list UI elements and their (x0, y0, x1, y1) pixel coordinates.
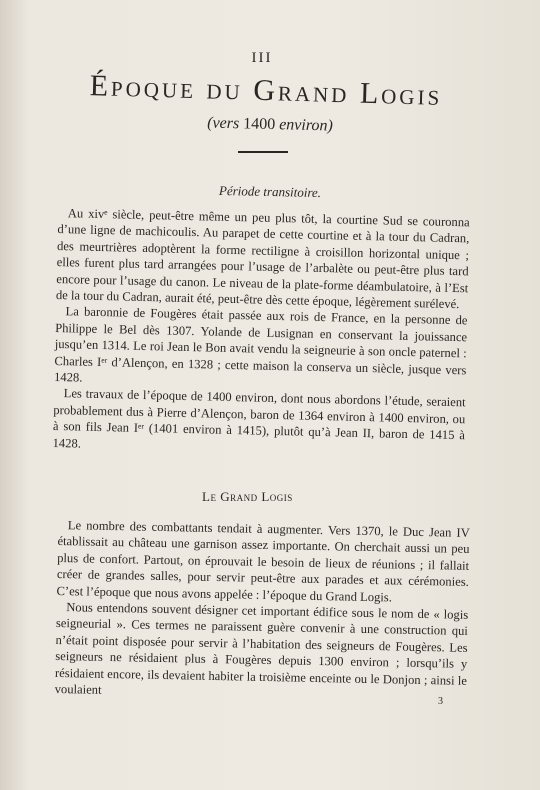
subtitle-open: (vers (207, 114, 244, 133)
page-number: 3 (438, 696, 443, 707)
chapter-number: III (251, 50, 273, 66)
subtitle-year: 1400 (243, 115, 276, 134)
chapter-title: Époque du Grand Logis (89, 69, 443, 112)
section-heading-grand-logis: Le Grand Logis (202, 489, 293, 504)
section-body-grand-logis (55, 517, 470, 705)
title-rule (238, 151, 288, 153)
paragraph: Nous entendons souvent désigner cet important édifice sous le nom de « logis seigneurial ». Ces termes ne paraissent guère convenir à une construction qui n’était point disposée pour servir à l’habitation des seigneurs de Fougères. Les seigneurs ne résidaient plus à Fougères depuis 1300 environ ; lorsqu’ils y résidaient encore, ils devaient habiter la troisième enceinte ou le Donjon ; ainsi le voulaient (54, 600, 469, 697)
paragraph: Au xivᵉ siècle, peut-être même un peu plus tôt, la courtine Sud se couronna d’une ligne de machicoulis. Au parapet de cette courtine et à la tour du Cadran, des meurtrières adoptèrent la forme rectiligne à croisillon horizontal unique ; elles furent plus tard arrangées pour l’usage de l’arbalète ou peut-être plus tard encore pour l’usage du canon. Le niveau de la plate-forme déambulatoire, à l’Est de la tour du Cadran, aurait été, peut-être dès cette époque, légèrement surélevé. (55, 206, 470, 312)
paragraph: Les travaux de l’époque de 1400 environ, dont nous abordons l’étude, seraient probablement dus à Pierre d’Alençon, baron de 1364 environ à 1400 environ, ou à son fils Jean Iᵉʳ (1401 environ à 1415), plutôt qu’à Jean II, baron de 1415 à 1428. (52, 386, 466, 451)
paragraph: La baronnie de Fougères était passée aux rois de France, en la personne de Philippe le Bel dès 1307. Yolande de Lusignan en conservant la jouissance jusqu’en 1314. Le roi Jean le Bon avait vendu la seigneurie à son oncle paternel : Charles Iᵉʳ d’Alençon, en 1328 ; cette maison la conserva un siècle, jusque vers 1428. (53, 304, 468, 385)
section-heading-transitoire: Période transitoire. (218, 182, 322, 201)
chapter-subtitle (150, 113, 390, 137)
subtitle-close: environ) (274, 116, 333, 135)
section-body-transitoire (52, 205, 469, 460)
paragraph: Le nombre des combattants tendait à augmenter. Vers 1370, le Duc Jean IV établissait au château une garnison assez importante. On cherchait aussi un peu plus de confort. Partout, on éprouvait le besoin de lieux de réunions ; il fallait créer de grandes salles, pour servir peut-être aux parades et aux cérémonies. C’est l’époque que nous avons appelée : l’époque du Grand Logis. (56, 518, 470, 605)
